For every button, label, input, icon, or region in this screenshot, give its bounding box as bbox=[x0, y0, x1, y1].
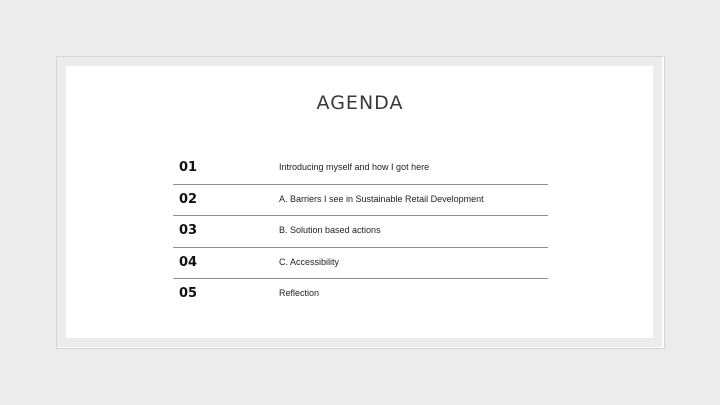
agenda-item bbox=[173, 185, 548, 217]
agenda-item-number: 02 bbox=[179, 191, 198, 207]
agenda-item-number: 03 bbox=[179, 223, 198, 238]
agenda-item bbox=[173, 216, 548, 248]
agenda-item-number: 01 bbox=[179, 160, 198, 175]
agenda-list bbox=[173, 153, 548, 311]
agenda-item bbox=[173, 248, 548, 280]
page-title: AGENDA bbox=[316, 92, 404, 114]
agenda-item-text: B. Solution based actions bbox=[279, 225, 381, 235]
agenda-item-number: 05 bbox=[179, 286, 198, 301]
agenda-item bbox=[173, 153, 548, 185]
agenda-item-text: C. Accessibility bbox=[279, 256, 340, 267]
agenda-item-text: Reflection bbox=[279, 288, 320, 298]
agenda-item-text: Introducing myself and how I got here bbox=[279, 162, 430, 172]
agenda-item-number: 04 bbox=[179, 254, 198, 270]
agenda-item bbox=[173, 279, 548, 311]
agenda-item-text: A. Barriers I see in Sustainable Retail Development bbox=[279, 193, 484, 204]
